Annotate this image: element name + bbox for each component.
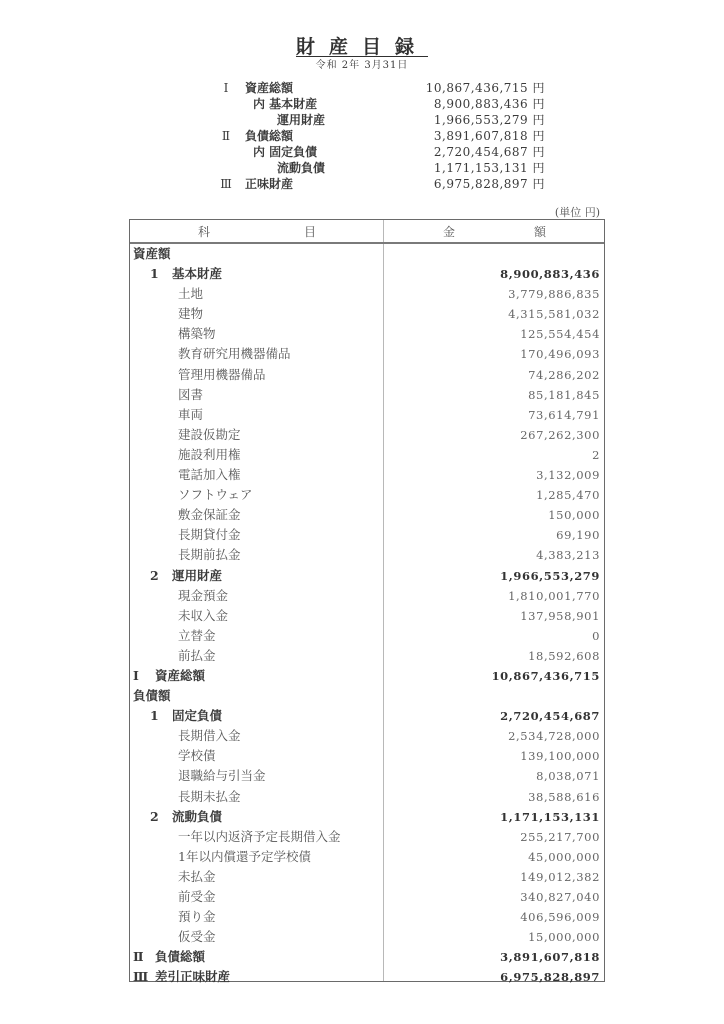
header-amount-char-1: 金 — [443, 225, 456, 239]
row-label: 1年以内償還予定学校債 — [178, 848, 311, 864]
table-row — [130, 867, 604, 887]
row-value: 10,867,436,715 — [491, 668, 600, 683]
table-row — [130, 485, 604, 505]
row-label: 土地 — [178, 286, 204, 302]
row-label: 電話加入権 — [178, 467, 241, 483]
table-row — [130, 244, 604, 264]
header-amount-char-2: 額 — [534, 225, 547, 239]
row-value: 149,012,382 — [520, 869, 600, 884]
row-value: 3,132,009 — [536, 468, 600, 483]
row-name — [150, 566, 222, 586]
table-row — [130, 947, 604, 967]
table-row — [130, 304, 604, 324]
summary-label: 負債総額 — [245, 129, 294, 143]
row-value: 38,588,616 — [528, 789, 600, 804]
row-label: 施設利用権 — [178, 446, 241, 462]
table-row — [130, 887, 604, 907]
table-row — [130, 505, 604, 525]
row-label: 前受金 — [178, 889, 216, 904]
summary-row — [215, 160, 545, 176]
table-row — [130, 385, 604, 405]
table-row — [130, 264, 604, 284]
summary-label: 流動負債 — [277, 161, 326, 175]
summary-amount: 1,966,553,279 円 — [433, 113, 545, 127]
table-row — [130, 324, 604, 344]
row-name — [178, 766, 266, 786]
summary-amount: 2,720,454,687 円 — [433, 145, 545, 159]
summary-row — [215, 80, 545, 96]
table-row — [130, 405, 604, 425]
row-name — [178, 787, 241, 807]
table-row — [130, 284, 604, 304]
header-item-char-1: 科 — [198, 225, 211, 239]
table-row — [130, 847, 604, 867]
row-value: 170,496,093 — [520, 347, 600, 362]
table-row — [130, 686, 604, 706]
table-row — [130, 445, 604, 465]
summary-roman: Ⅲ — [220, 177, 232, 191]
row-value: 2,534,728,000 — [508, 729, 600, 744]
summary-amount: 8,900,883,436 円 — [433, 97, 545, 111]
inventory-table — [129, 219, 605, 985]
row-label: 長期未払金 — [178, 788, 241, 804]
row-value: 1,285,470 — [536, 488, 600, 503]
table-row — [130, 827, 604, 847]
summary-row — [215, 112, 545, 128]
row-name — [178, 405, 203, 425]
row-label: 長期借入金 — [178, 728, 241, 744]
row-label: 一年以内返済予定長期借入金 — [178, 828, 341, 844]
row-label: 流動負債 — [172, 808, 223, 824]
summary-label: 内 固定負債 — [253, 145, 318, 159]
row-label: 未収入金 — [178, 607, 229, 623]
row-value: 255,217,700 — [520, 829, 600, 844]
summary-block — [215, 80, 545, 192]
row-name — [178, 746, 216, 766]
table-row — [130, 706, 604, 726]
row-value: 1,810,001,770 — [508, 588, 600, 603]
table-row — [130, 766, 604, 786]
table-row — [130, 746, 604, 766]
row-value: 406,596,009 — [520, 910, 600, 925]
row-name — [178, 425, 241, 445]
row-name — [178, 365, 266, 385]
title-text: 財産目録 — [295, 36, 428, 58]
row-label: 仮受金 — [178, 929, 216, 945]
row-label: 長期前払金 — [178, 547, 241, 563]
row-value: 85,181,845 — [528, 387, 600, 402]
row-label: 長期貸付金 — [178, 527, 241, 543]
row-value: 69,190 — [556, 528, 600, 543]
table-row — [130, 586, 604, 606]
row-prefix: 1 — [150, 708, 159, 724]
row-name — [178, 867, 216, 887]
row-value: 340,827,040 — [520, 890, 600, 904]
table-row — [130, 787, 604, 807]
row-name — [178, 324, 216, 344]
row-value: 3,779,886,835 — [508, 287, 600, 302]
row-label: 退職給与引当金 — [178, 768, 266, 784]
row-name — [133, 947, 205, 967]
row-value: 150,000 — [548, 508, 600, 523]
row-value: 0 — [592, 628, 600, 643]
row-prefix: Ⅲ — [133, 969, 149, 985]
row-name — [178, 505, 241, 525]
row-name — [178, 304, 203, 324]
summary-amount: 10,867,436,715 円 — [425, 81, 545, 95]
header-item-char-2: 目 — [304, 225, 317, 239]
row-name — [178, 646, 216, 666]
row-value: 2 — [592, 447, 600, 462]
row-name — [178, 626, 216, 646]
row-value: 6,975,828,897 — [500, 970, 600, 985]
row-label: 差引正味財産 — [155, 969, 231, 985]
table-row — [130, 646, 604, 666]
row-value: 2,720,454,687 — [500, 709, 600, 724]
table-row — [130, 425, 604, 445]
summary-label: 運用財産 — [277, 113, 326, 127]
table-header — [130, 220, 604, 244]
table-row — [130, 344, 604, 364]
row-prefix: Ⅱ — [133, 949, 144, 965]
row-name — [178, 344, 291, 364]
row-name — [150, 264, 222, 284]
document-title — [0, 32, 724, 59]
summary-row — [215, 176, 545, 192]
row-value: 4,383,213 — [536, 548, 600, 563]
summary-row — [215, 128, 545, 144]
row-label: 基本財産 — [172, 266, 223, 282]
row-label: 現金預金 — [178, 587, 229, 603]
row-value: 3,891,607,818 — [500, 950, 600, 965]
table-row — [130, 525, 604, 545]
document-date: 令和 2年 3月31日 — [315, 60, 409, 71]
row-name — [178, 887, 216, 907]
row-name — [178, 827, 341, 847]
row-label: ソフトウェア — [178, 487, 253, 503]
row-value: 15,000,000 — [528, 930, 600, 945]
row-label: 資産総額 — [155, 667, 206, 683]
table-row — [130, 626, 604, 646]
row-prefix: 2 — [150, 567, 159, 583]
row-label: 負債額 — [133, 688, 171, 704]
row-value: 45,000,000 — [528, 849, 600, 864]
row-value: 267,262,300 — [520, 427, 600, 442]
row-label: 構築物 — [178, 326, 216, 342]
summary-label: 正味財産 — [245, 177, 294, 191]
table-body — [130, 244, 604, 987]
summary-amount: 3,891,607,818 円 — [433, 129, 545, 143]
row-value: 8,900,883,436 — [500, 267, 600, 282]
row-name — [178, 445, 241, 465]
row-value: 125,554,454 — [520, 327, 600, 342]
row-name — [133, 967, 230, 987]
row-label: 資産額 — [133, 246, 171, 261]
table-row — [130, 566, 604, 586]
row-label: 建物 — [178, 306, 204, 322]
row-value: 4,315,581,032 — [508, 307, 600, 322]
table-row — [130, 907, 604, 927]
row-name — [178, 586, 228, 606]
row-value: 73,614,791 — [528, 407, 600, 422]
row-value: 74,286,202 — [528, 367, 600, 382]
row-name — [178, 385, 203, 405]
row-name — [178, 606, 228, 626]
row-name — [178, 284, 203, 304]
row-name — [178, 545, 241, 565]
row-value: 18,592,608 — [528, 648, 600, 663]
row-label: 図書 — [178, 386, 204, 402]
row-label: 未払金 — [178, 868, 216, 884]
row-value: 1,171,153,131 — [500, 809, 600, 824]
table-row — [130, 726, 604, 746]
row-name — [178, 907, 216, 927]
row-name — [178, 485, 253, 505]
row-value: 139,100,000 — [520, 749, 600, 764]
summary-row — [215, 96, 545, 112]
row-name — [150, 807, 222, 827]
table-row — [130, 606, 604, 626]
table-row — [130, 807, 604, 827]
row-label: 運用財産 — [172, 567, 223, 583]
row-name — [178, 726, 241, 746]
row-label: 車両 — [178, 406, 204, 422]
row-name — [178, 465, 241, 485]
row-label: 預り金 — [178, 909, 216, 925]
row-prefix: Ⅰ — [133, 667, 139, 683]
row-value: 8,038,071 — [536, 769, 600, 784]
row-label: 固定負債 — [172, 708, 223, 724]
summary-roman: Ⅰ — [223, 81, 229, 95]
unit-label: (単位 円) — [554, 206, 600, 219]
row-label: 敷金保証金 — [178, 507, 241, 523]
summary-label: 内 基本財産 — [253, 97, 318, 111]
summary-roman: Ⅱ — [221, 129, 231, 143]
table-row — [130, 465, 604, 485]
row-name — [178, 525, 241, 545]
row-label: 負債総額 — [155, 949, 206, 965]
row-label: 前払金 — [178, 647, 216, 663]
row-name — [133, 686, 171, 706]
row-value: 1,966,553,279 — [500, 568, 600, 583]
row-label: 教育研究用機器備品 — [178, 346, 291, 362]
row-name — [178, 927, 216, 947]
row-name — [178, 847, 311, 867]
summary-row — [215, 144, 545, 160]
summary-amount: 1,171,153,131 円 — [433, 161, 545, 175]
row-prefix: 1 — [150, 266, 159, 282]
row-label: 建設仮勘定 — [178, 426, 241, 442]
row-name — [133, 244, 171, 264]
row-label: 管理用機器備品 — [178, 366, 266, 382]
table-row — [130, 545, 604, 565]
row-name — [150, 706, 222, 726]
row-prefix: 2 — [150, 808, 159, 824]
row-label: 学校債 — [178, 748, 216, 764]
summary-label: 資産総額 — [245, 81, 294, 95]
row-label: 立替金 — [178, 627, 216, 643]
table-row — [130, 967, 604, 987]
row-value: 137,958,901 — [520, 608, 600, 623]
summary-amount: 6,975,828,897 円 — [433, 177, 545, 191]
table-row — [130, 927, 604, 947]
table-row — [130, 365, 604, 385]
table-row — [130, 666, 604, 686]
row-name — [133, 666, 205, 686]
